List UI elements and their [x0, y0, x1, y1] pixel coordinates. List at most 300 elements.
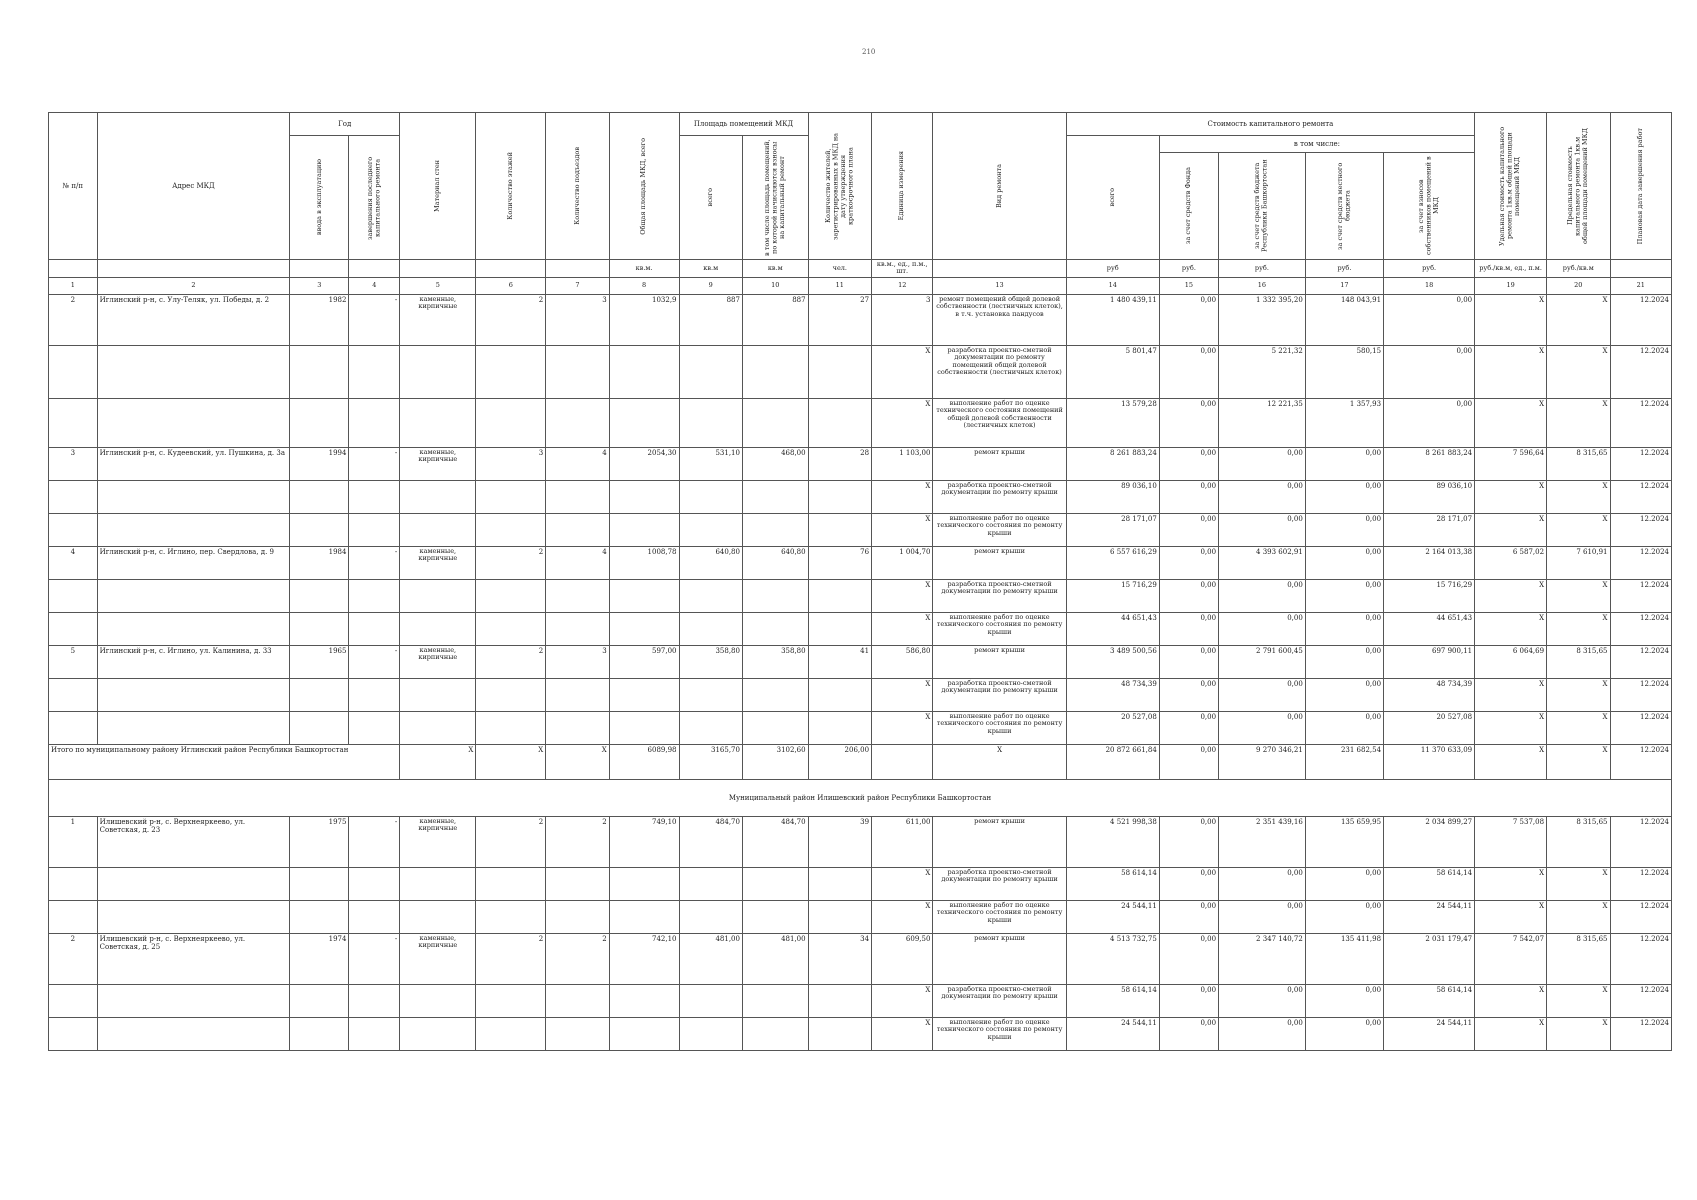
table-body-ilishevo: [49, 816, 1672, 1050]
table-row: [49, 984, 1672, 1017]
year-commission: 1982: [290, 294, 349, 345]
empty-cell: [290, 612, 349, 645]
floors-count: 2: [476, 933, 546, 984]
empty-cell: [290, 867, 349, 900]
max-cost: X: [1547, 900, 1610, 933]
deadline-date: 12.2024: [1610, 447, 1671, 480]
page-number: 210: [862, 48, 876, 56]
cost-total: 1 480 439,11: [1066, 294, 1159, 345]
total-max-cost: X: [1547, 744, 1610, 779]
max-cost: 7 610,91: [1547, 546, 1610, 579]
empty-cell: [808, 900, 871, 933]
empty-cell: [742, 1017, 808, 1050]
empty-cell: [97, 867, 290, 900]
empty-cell: [290, 398, 349, 447]
cost-fund: 0,00: [1159, 480, 1218, 513]
empty-cell: [97, 678, 290, 711]
empty-cell: [679, 345, 742, 398]
empty-cell: [679, 867, 742, 900]
total-floors: X: [476, 744, 546, 779]
cost-owners: 15 716,29: [1384, 579, 1475, 612]
cost-local-budget: 148 043,91: [1305, 294, 1383, 345]
premises-area: 887: [679, 294, 742, 345]
empty-cell: [97, 711, 290, 744]
cost-fund: 0,00: [1159, 678, 1218, 711]
deadline-date: 12.2024: [1610, 345, 1671, 398]
cost-total: 89 036,10: [1066, 480, 1159, 513]
wall-material: каменные, кирпичные: [400, 546, 476, 579]
header-work-type: Вид ремонта: [933, 113, 1066, 260]
floors-count: 2: [476, 294, 546, 345]
empty-cell: [97, 984, 290, 1017]
total-unit-cost: X: [1475, 744, 1547, 779]
work-type: разработка проектно-сметной документации по ремонту крыши: [933, 867, 1066, 900]
col-number: 7: [546, 277, 609, 294]
work-unit: X: [872, 867, 933, 900]
header-owners: за счет взносов собственников помещений в МКД: [1384, 153, 1475, 260]
table-row: [49, 933, 1672, 984]
cost-local-budget: 0,00: [1305, 546, 1383, 579]
col-number: 1: [49, 277, 98, 294]
cost-total: 13 579,28: [1066, 398, 1159, 447]
empty-cell: [679, 480, 742, 513]
cost-owners: 28 171,07: [1384, 513, 1475, 546]
cost-local-budget: 0,00: [1305, 900, 1383, 933]
empty-cell: [349, 1017, 400, 1050]
residents-count: 27: [808, 294, 871, 345]
empty-cell: [97, 513, 290, 546]
empty-cell: [97, 398, 290, 447]
empty-cell: [609, 984, 679, 1017]
empty-cell: [609, 867, 679, 900]
empty-cell: [290, 345, 349, 398]
cost-fund: 0,00: [1159, 711, 1218, 744]
work-unit: X: [872, 900, 933, 933]
floors-count: 2: [476, 645, 546, 678]
empty-cell: [679, 612, 742, 645]
deadline-date: 12.2024: [1610, 711, 1671, 744]
max-cost: 8 315,65: [1547, 645, 1610, 678]
building-number: 5: [49, 645, 98, 678]
max-cost: X: [1547, 867, 1610, 900]
total-area: 597,00: [609, 645, 679, 678]
unit-cell: кв.м: [742, 260, 808, 278]
repair-plan-table: [48, 112, 1672, 1051]
deadline-date: 12.2024: [1610, 546, 1671, 579]
building-address: Иглинский р-н, с. Улу-Теляк, ул. Победы, д. 2: [97, 294, 290, 345]
empty-cell: [49, 984, 98, 1017]
empty-cell: [400, 398, 476, 447]
empty-cell: [546, 345, 609, 398]
max-cost: X: [1547, 711, 1610, 744]
col-number: 18: [1384, 277, 1475, 294]
cost-fund: 0,00: [1159, 579, 1218, 612]
floors-count: 2: [476, 816, 546, 867]
col-number: 16: [1219, 277, 1306, 294]
unit-cost: 7 542,07: [1475, 933, 1547, 984]
empty-cell: [400, 345, 476, 398]
total-residents: 206,00: [808, 744, 871, 779]
work-unit: 611,00: [872, 816, 933, 867]
premises-area-contrib: 468,00: [742, 447, 808, 480]
empty-cell: [808, 1017, 871, 1050]
empty-cell: [400, 900, 476, 933]
col-number: 8: [609, 277, 679, 294]
table-row: [49, 867, 1672, 900]
deadline-date: 12.2024: [1610, 612, 1671, 645]
cost-fund: 0,00: [1159, 345, 1218, 398]
unit-cell: руб.: [1305, 260, 1383, 278]
empty-cell: [546, 480, 609, 513]
deadline-date: 12.2024: [1610, 294, 1671, 345]
unit-cost: X: [1475, 900, 1547, 933]
cost-owners: 2 164 013,38: [1384, 546, 1475, 579]
empty-cell: [49, 678, 98, 711]
empty-cell: [49, 900, 98, 933]
cost-total: 58 614,14: [1066, 867, 1159, 900]
empty-cell: [679, 711, 742, 744]
cost-fund: 0,00: [1159, 816, 1218, 867]
empty-cell: [476, 711, 546, 744]
empty-cell: [808, 612, 871, 645]
header-area-total: всего: [679, 136, 742, 260]
empty-cell: [742, 984, 808, 1017]
premises-area-contrib: 484,70: [742, 816, 808, 867]
unit-cost: X: [1475, 984, 1547, 1017]
cost-fund: 0,00: [1159, 933, 1218, 984]
header-unit: Единица измерения: [872, 113, 933, 260]
unit-cell: руб./кв.м: [1547, 260, 1610, 278]
cost-local-budget: 0,00: [1305, 480, 1383, 513]
premises-area-contrib: 481,00: [742, 933, 808, 984]
cost-owners: 89 036,10: [1384, 480, 1475, 513]
table-row: [49, 546, 1672, 579]
table-row: [49, 513, 1672, 546]
empty-cell: [679, 678, 742, 711]
cost-local-budget: 135 411,98: [1305, 933, 1383, 984]
col-number: 13: [933, 277, 1066, 294]
col-number: 14: [1066, 277, 1159, 294]
max-cost: X: [1547, 480, 1610, 513]
empty-cell: [476, 513, 546, 546]
building-number: 1: [49, 816, 98, 867]
year-last-repair: -: [349, 933, 400, 984]
header-total-area: Общая площадь МКД, всего: [609, 113, 679, 260]
cost-fund: 0,00: [1159, 513, 1218, 546]
empty-cell: [97, 579, 290, 612]
empty-cell: [290, 480, 349, 513]
cost-local-budget: 1 357,93: [1305, 398, 1383, 447]
table-header: [49, 113, 1672, 295]
cost-rb-budget: 4 393 602,91: [1219, 546, 1306, 579]
table-row: [49, 900, 1672, 933]
cost-owners: 0,00: [1384, 345, 1475, 398]
cost-total: 15 716,29: [1066, 579, 1159, 612]
unit-cost: X: [1475, 711, 1547, 744]
cost-rb-budget: 0,00: [1219, 900, 1306, 933]
floors-count: 3: [476, 447, 546, 480]
total-row: [49, 744, 1672, 779]
work-unit: X: [872, 345, 933, 398]
col-number: 20: [1547, 277, 1610, 294]
section-title: Муниципальный район Илишевский район Республики Башкортостан: [49, 779, 1672, 816]
max-cost: X: [1547, 1017, 1610, 1050]
work-type: ремонт крыши: [933, 933, 1066, 984]
header-floors: Количество этажей: [476, 113, 546, 260]
col-number: 21: [1610, 277, 1671, 294]
unit-cell: кв.м: [679, 260, 742, 278]
total-cost: 20 872 661,84: [1066, 744, 1159, 779]
premises-area: 481,00: [679, 933, 742, 984]
total-premises-area-contrib: 3102,60: [742, 744, 808, 779]
cost-rb-budget: 12 221,35: [1219, 398, 1306, 447]
cost-total: 4 521 998,38: [1066, 816, 1159, 867]
empty-cell: [546, 513, 609, 546]
table-row: [49, 398, 1672, 447]
unit-cost: 7 596,64: [1475, 447, 1547, 480]
unit-cost: 6 064,69: [1475, 645, 1547, 678]
header-cost-group: Стоимость капитального ремонта: [1066, 113, 1474, 136]
max-cost: X: [1547, 345, 1610, 398]
building-number: 2: [49, 933, 98, 984]
empty-cell: [609, 1017, 679, 1050]
empty-cell: [349, 678, 400, 711]
col-number: 17: [1305, 277, 1383, 294]
empty-cell: [400, 480, 476, 513]
empty-cell: [49, 579, 98, 612]
deadline-date: 12.2024: [1610, 678, 1671, 711]
cost-owners: 24 544,11: [1384, 900, 1475, 933]
empty-cell: [97, 900, 290, 933]
total-area: 1008,78: [609, 546, 679, 579]
header-unit-cost: Удельная стоимость капитального ремонта 1кв.м общей площади помещений МКД: [1475, 113, 1547, 260]
year-commission: 1974: [290, 933, 349, 984]
work-unit: X: [872, 1017, 933, 1050]
unit-cost: 7 537,08: [1475, 816, 1547, 867]
entrances-count: 3: [546, 294, 609, 345]
empty-cell: [609, 579, 679, 612]
entrances-count: 2: [546, 933, 609, 984]
total-label: Итого по муниципальному району Иглинский район Республики Башкортостан: [49, 744, 400, 779]
unit-cell: руб./кв.м, ед., п.м.: [1475, 260, 1547, 278]
empty-cell: [742, 900, 808, 933]
empty-cell: [679, 579, 742, 612]
building-number: 4: [49, 546, 98, 579]
year-last-repair: -: [349, 645, 400, 678]
cost-fund: 0,00: [1159, 546, 1218, 579]
empty-cell: [742, 867, 808, 900]
empty-cell: [609, 612, 679, 645]
cost-total: 24 544,11: [1066, 1017, 1159, 1050]
table-row: [49, 1017, 1672, 1050]
empty-cell: [609, 398, 679, 447]
empty-cell: [97, 1017, 290, 1050]
deadline-date: 12.2024: [1610, 398, 1671, 447]
empty-cell: [400, 984, 476, 1017]
empty-cell: [546, 398, 609, 447]
unit-cell: руб: [1066, 260, 1159, 278]
empty-cell: [290, 1017, 349, 1050]
wall-material: каменные, кирпичные: [400, 816, 476, 867]
empty-cell: [546, 1017, 609, 1050]
unit-cost: X: [1475, 480, 1547, 513]
empty-cell: [290, 711, 349, 744]
header-incl-group: в том числе:: [1159, 136, 1474, 153]
residents-count: 41: [808, 645, 871, 678]
empty-cell: [476, 579, 546, 612]
header-year-group: Год: [290, 113, 400, 136]
unit-cost: X: [1475, 612, 1547, 645]
total-work: X: [933, 744, 1066, 779]
empty-cell: [679, 1017, 742, 1050]
total-area: 2054,30: [609, 447, 679, 480]
empty-cell: [476, 480, 546, 513]
empty-cell: [476, 867, 546, 900]
cost-total: 5 801,47: [1066, 345, 1159, 398]
total-area: 6089,98: [609, 744, 679, 779]
total-area: 1032,9: [609, 294, 679, 345]
header-deadline: Плановая дата завершения работ: [1610, 113, 1671, 260]
deadline-date: 12.2024: [1610, 579, 1671, 612]
total-date: 12.2024: [1610, 744, 1671, 779]
cost-owners: 20 527,08: [1384, 711, 1475, 744]
empty-cell: [400, 678, 476, 711]
year-last-repair: -: [349, 294, 400, 345]
empty-cell: [290, 513, 349, 546]
empty-cell: [609, 513, 679, 546]
empty-cell: [808, 711, 871, 744]
premises-area-contrib: 887: [742, 294, 808, 345]
empty-cell: [476, 900, 546, 933]
cost-local-budget: 0,00: [1305, 1017, 1383, 1050]
unit-cell: чел.: [808, 260, 871, 278]
empty-cell: [400, 612, 476, 645]
work-unit: X: [872, 678, 933, 711]
header-year-commission: ввода в эксплуатацию: [290, 136, 349, 260]
year-commission: 1984: [290, 546, 349, 579]
unit-cell: руб.: [1384, 260, 1475, 278]
header-premises-area-group: Площадь помещений МКД: [679, 113, 808, 136]
year-last-repair: -: [349, 546, 400, 579]
empty-cell: [49, 398, 98, 447]
empty-cell: [349, 900, 400, 933]
cost-rb-budget: 2 351 439,16: [1219, 816, 1306, 867]
year-last-repair: -: [349, 447, 400, 480]
empty-cell: [49, 1017, 98, 1050]
cost-local-budget: 0,00: [1305, 447, 1383, 480]
work-unit: 3: [872, 294, 933, 345]
max-cost: 8 315,65: [1547, 816, 1610, 867]
header-area-contrib: в том числе площадь помещений, по которой начисляются взносы на капитальный ремонт: [742, 136, 808, 260]
wall-material: каменные, кирпичные: [400, 645, 476, 678]
col-number: 19: [1475, 277, 1547, 294]
empty-cell: [349, 867, 400, 900]
column-numbers-row: [49, 277, 1672, 294]
cost-local-budget: 0,00: [1305, 612, 1383, 645]
cost-total: 58 614,14: [1066, 984, 1159, 1017]
empty-cell: [808, 984, 871, 1017]
premises-area: 484,70: [679, 816, 742, 867]
table-row: [49, 345, 1672, 398]
table-row: [49, 645, 1672, 678]
empty-cell: [349, 612, 400, 645]
empty-cell: [808, 867, 871, 900]
building-number: 3: [49, 447, 98, 480]
empty-cell: [49, 711, 98, 744]
total-entrances: X: [546, 744, 609, 779]
empty-cell: [400, 867, 476, 900]
work-unit: X: [872, 579, 933, 612]
unit-cost: X: [1475, 294, 1547, 345]
header-year-last-repair: завершения последнего капитального ремонта: [349, 136, 400, 260]
empty-cell: [97, 480, 290, 513]
cost-local-budget: 135 659,95: [1305, 816, 1383, 867]
empty-cell: [349, 711, 400, 744]
empty-cell: [349, 398, 400, 447]
cost-owners: 2 031 179,47: [1384, 933, 1475, 984]
empty-cell: [476, 398, 546, 447]
cost-total: 8 261 883,24: [1066, 447, 1159, 480]
max-cost: X: [1547, 398, 1610, 447]
entrances-count: 2: [546, 816, 609, 867]
empty-cell: [742, 579, 808, 612]
empty-cell: [546, 867, 609, 900]
unit-cost: X: [1475, 513, 1547, 546]
cost-total: 4 513 732,75: [1066, 933, 1159, 984]
max-cost: X: [1547, 612, 1610, 645]
empty-cell: [400, 579, 476, 612]
col-number: 11: [808, 277, 871, 294]
table-row: [49, 612, 1672, 645]
year-commission: 1975: [290, 816, 349, 867]
cost-fund: 0,00: [1159, 447, 1218, 480]
deadline-date: 12.2024: [1610, 933, 1671, 984]
empty-cell: [400, 711, 476, 744]
floors-count: 2: [476, 546, 546, 579]
work-type: ремонт крыши: [933, 816, 1066, 867]
total-fund: 0,00: [1159, 744, 1218, 779]
header-wall-material: Материал стен: [400, 113, 476, 260]
deadline-date: 12.2024: [1610, 1017, 1671, 1050]
empty-cell: [49, 480, 98, 513]
cost-owners: 0,00: [1384, 398, 1475, 447]
work-type: разработка проектно-сметной документации по ремонту крыши: [933, 678, 1066, 711]
col-number: 5: [400, 277, 476, 294]
entrances-count: 3: [546, 645, 609, 678]
empty-cell: [609, 345, 679, 398]
cost-total: 24 544,11: [1066, 900, 1159, 933]
empty-cell: [742, 398, 808, 447]
cost-owners: 44 651,43: [1384, 612, 1475, 645]
work-type: выполнение работ по оценке технического состояния по ремонту крыши: [933, 513, 1066, 546]
unit-cost: X: [1475, 345, 1547, 398]
cost-owners: 24 544,11: [1384, 1017, 1475, 1050]
building-address: Иглинский р-н, с. Иглино, пер. Свердлова, д. 9: [97, 546, 290, 579]
cost-owners: 8 261 883,24: [1384, 447, 1475, 480]
work-unit: X: [872, 711, 933, 744]
cost-fund: 0,00: [1159, 612, 1218, 645]
cost-fund: 0,00: [1159, 867, 1218, 900]
work-type: разработка проектно-сметной документации по ремонту помещений общей долевой собственности (лестничных клеток): [933, 345, 1066, 398]
empty-cell: [742, 711, 808, 744]
year-commission: 1965: [290, 645, 349, 678]
empty-cell: [679, 398, 742, 447]
cost-owners: 697 900,11: [1384, 645, 1475, 678]
work-unit: 1 103,00: [872, 447, 933, 480]
work-unit: X: [872, 480, 933, 513]
total-rb: 9 270 346,21: [1219, 744, 1306, 779]
residents-count: 28: [808, 447, 871, 480]
